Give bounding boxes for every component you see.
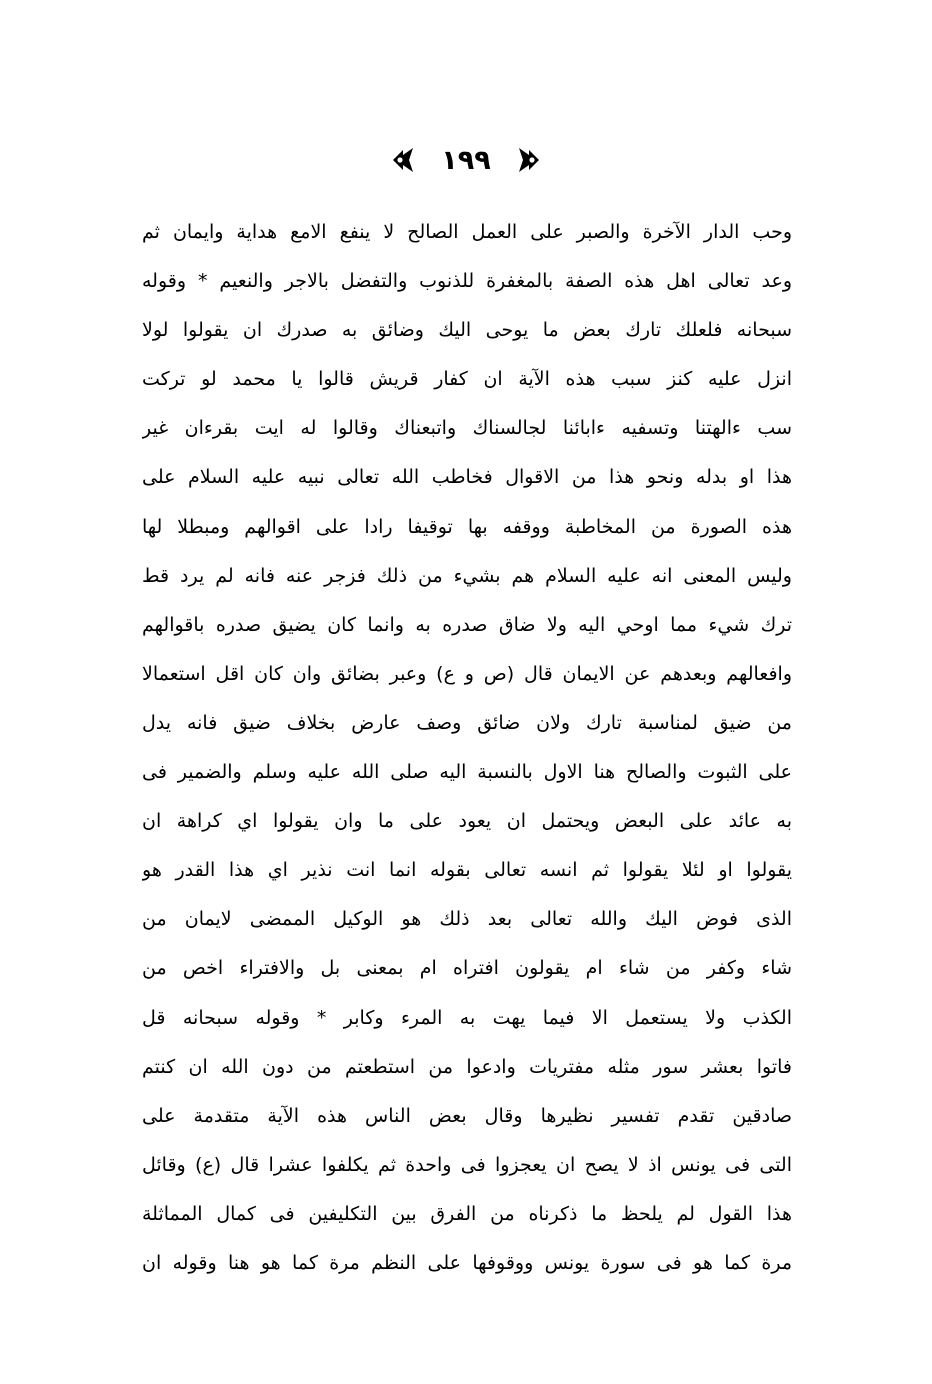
text-line: مرة كما هو فى سورة يونس ووقوفها على النظم مرة كما هو هنا وقوله ان <box>142 1251 792 1274</box>
text-line: سبحانه فلعلك تارك بعض ما يوحى اليك وضائق به صدرك ان يقولوا لولا <box>142 319 792 342</box>
right-ornament-icon <box>513 145 543 175</box>
text-line: سب ءالهتنا وتسفيه ءابائنا لجالسناك واتبعناك وقالوا له ايت بقرءان غير <box>142 417 792 440</box>
text-line: ترك شيء مما اوحي اليه ولا ضاق صدره به وانما كان يضيق صدره باقوالهم <box>142 613 792 636</box>
text-line: وعد تعالى اهل هذه الصفة بالمغفرة للذنوب والتفضل بالاجر والنعيم * وقوله <box>142 270 792 293</box>
left-ornament-icon <box>389 145 419 175</box>
text-line: وليس المعنى انه عليه السلام هم بشيء من ذلك فزجر عنه فانه لم يرد قط <box>142 564 792 587</box>
body-text <box>142 208 792 1288</box>
text-line: على الثبوت والصالح هنا الاول بالنسبة اليه صلى الله عليه وسلم والضمير فى <box>142 761 792 784</box>
text-line: يقولوا او لئلا يقولوا ثم انسه تعالى بقوله انما انت نذير اي هذا القدر هو <box>142 859 792 882</box>
text-line: وحب الدار الآخرة والصبر على العمل الصالح لا ينفع الامع هداية وايمان ثم <box>142 221 792 243</box>
text-line: فاتوا بعشر سور مثله مفتريات وادعوا من استطعتم من دون الله ان كنتم <box>142 1055 792 1078</box>
text-line: صادقين تقدم تفسير نظيرها وقال بعض الناس هذه الآية متقدمة على <box>142 1104 792 1127</box>
text-line: التى فى يونس اذ لا يصح ان يعجزوا فى واحدة ثم يكلفوا عشرا قال (ع) وقائل <box>142 1153 792 1176</box>
text-line: به عائد على البعض ويحتمل ان يعود على ما وان يقولوا اي كراهة ان <box>142 810 792 833</box>
text-line: شاء وكفر من شاء ام يقولون افتراه ام بمعنى بل والافتراء اخص من <box>142 957 792 980</box>
text-line: هذه الصورة من المخاطبة ووقفه بها توقيفا رادا على اقوالهم ومبطلا لها <box>142 515 792 538</box>
text-line: من ضيق لمناسبة تارك ولان ضائق وصف عارض بخلاف ضيق فانه يدل <box>142 711 792 734</box>
page-header <box>0 138 932 182</box>
text-line: الكذب ولا يستعمل الا فيما يهت به المرء وكابر * وقوله سبحانه قل <box>142 1006 792 1029</box>
text-line: الذى فوض اليك والله تعالى بعد ذلك هو الوكيل الممضى لايمان من <box>142 908 792 931</box>
page-number: ١٩٩ <box>441 144 491 176</box>
text-line: انزل عليه كنز سبب هذه الآية ان كفار قريش قالوا يا محمد لو تركت <box>142 368 792 391</box>
text-line: وافعالهم وبعدهم عن الايمان قال (ص و ع) وعبر بضائق وان كان اقل استعمالا <box>142 662 792 685</box>
text-line: هذا القول لم يلحظ ما ذكرناه من الفرق بين التكليفين فى كمال المماثلة <box>142 1202 792 1225</box>
text-line: هذا او بدله ونحو هذا من الاقوال فخاطب الله تعالى نبيه عليه السلام على <box>142 466 792 489</box>
